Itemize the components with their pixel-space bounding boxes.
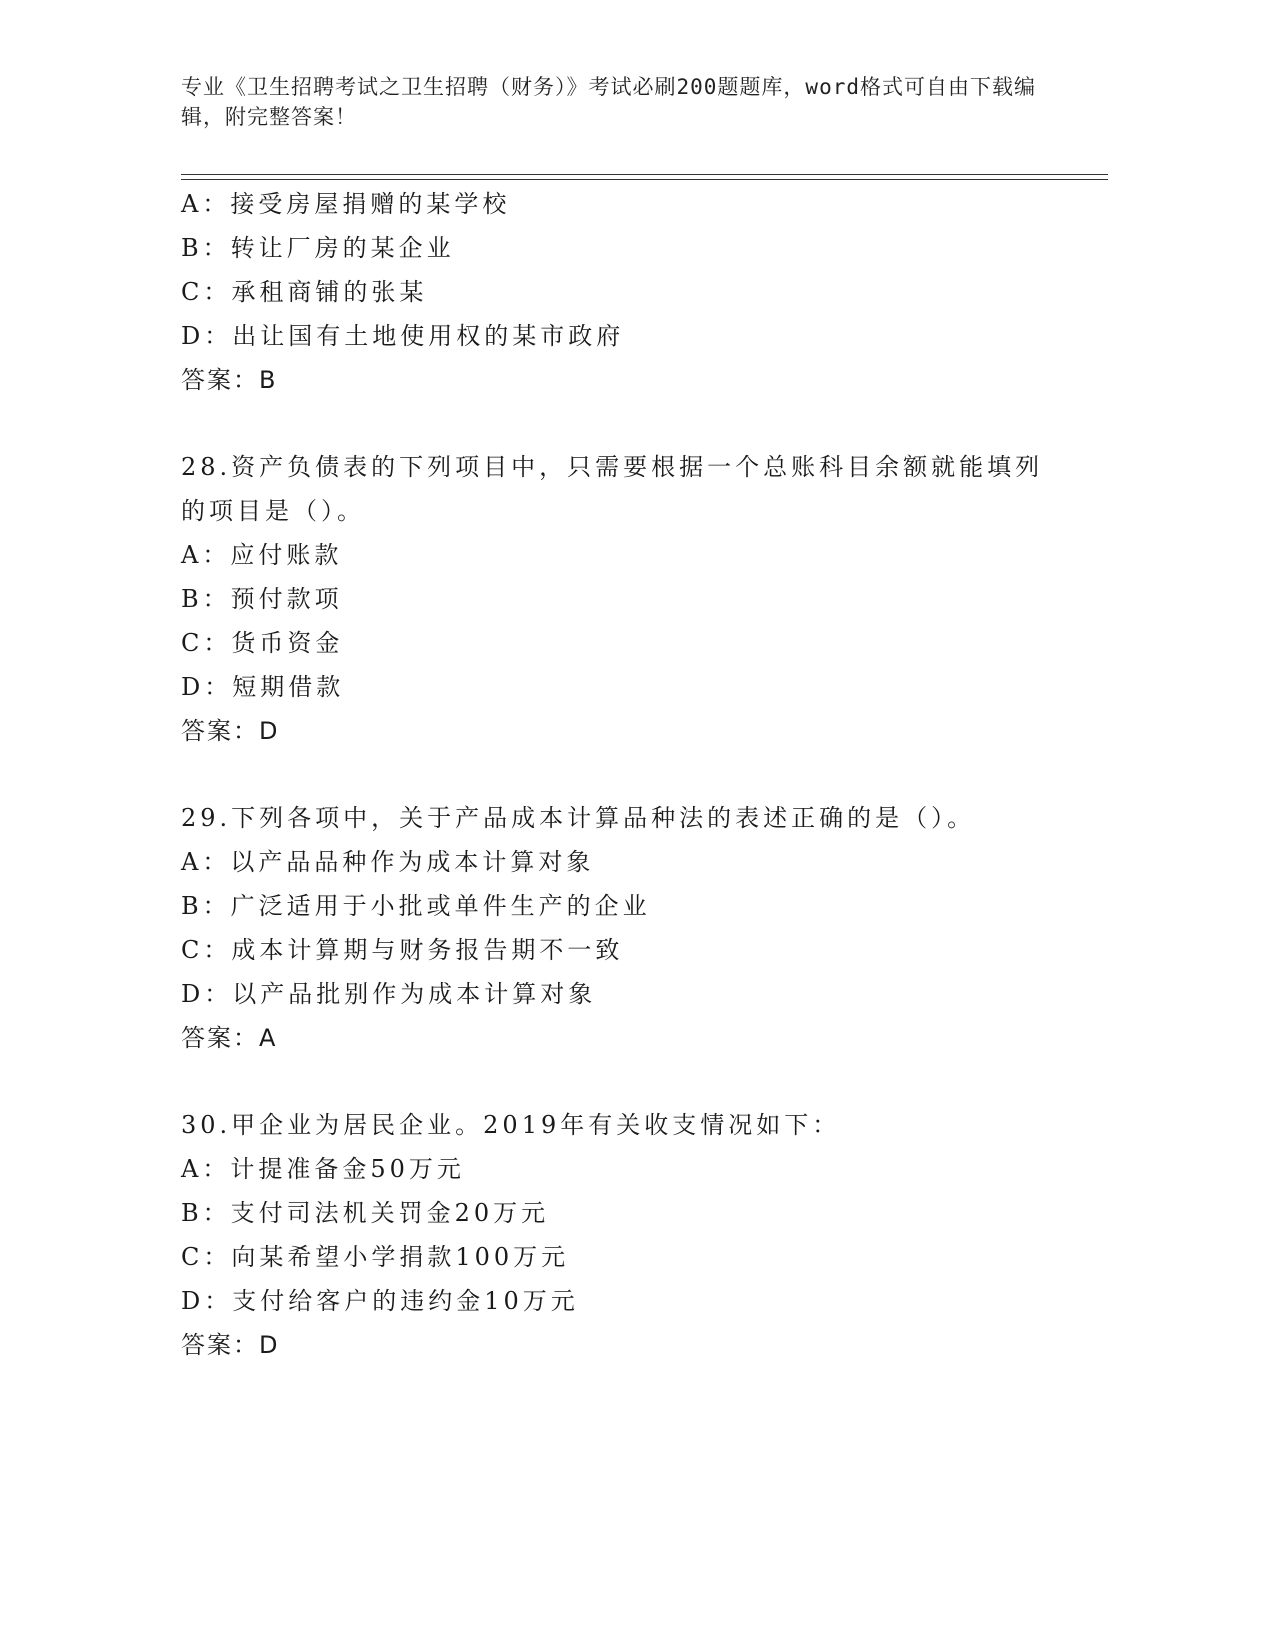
option-b: B：预付款项 (181, 585, 343, 613)
document-header: 专业《卫生招聘考试之卫生招聘（财务）》考试必刷200题题库，word格式可自由下载编辑，附完整答案！ (181, 75, 1036, 129)
option-a: A：计提准备金50万元 (181, 1155, 465, 1183)
option-c: C：成本计算期与财务报告期不一致 (181, 936, 624, 964)
question-list (181, 182, 1081, 1367)
option-c: C：向某希望小学捐款100万元 (181, 1243, 570, 1271)
spacer (181, 1060, 1081, 1103)
option-b: B：广泛适用于小批或单件生产的企业 (181, 892, 651, 920)
question-30 (181, 1103, 1081, 1367)
option-b: B：转让厂房的某企业 (181, 234, 455, 262)
answer: 答案：B (181, 366, 278, 394)
option-c: C：货币资金 (181, 629, 344, 657)
option-d: D：出让国有土地使用权的某市政府 (181, 322, 625, 350)
option-d: D：以产品批别作为成本计算对象 (181, 980, 597, 1008)
question-stem: 30.甲企业为居民企业。2019年有关收支情况如下： (181, 1111, 841, 1139)
spacer (181, 753, 1081, 796)
option-a: A：接受房屋捐赠的某学校 (181, 190, 511, 218)
question-28 (181, 445, 1081, 753)
header-divider (181, 174, 1108, 180)
answer: 答案：D (181, 1331, 280, 1359)
question-stem: 28.资产负债表的下列项目中，只需要根据一个总账科目余额就能填列的项目是（）。 (181, 453, 1044, 525)
question-29 (181, 796, 1081, 1060)
option-d: D：支付给客户的违约金10万元 (181, 1287, 579, 1315)
option-a: A：应付账款 (181, 541, 343, 569)
option-d: D：短期借款 (181, 673, 345, 701)
option-a: A：以产品品种作为成本计算对象 (181, 848, 595, 876)
option-b: B：支付司法机关罚金20万元 (181, 1199, 550, 1227)
spacer (181, 402, 1081, 445)
answer: 答案：A (181, 1024, 278, 1052)
question-27 (181, 182, 1081, 402)
answer: 答案：D (181, 717, 280, 745)
question-stem: 29.下列各项中，关于产品成本计算品种法的表述正确的是（）。 (181, 804, 976, 832)
option-c: C：承租商铺的张某 (181, 278, 428, 306)
